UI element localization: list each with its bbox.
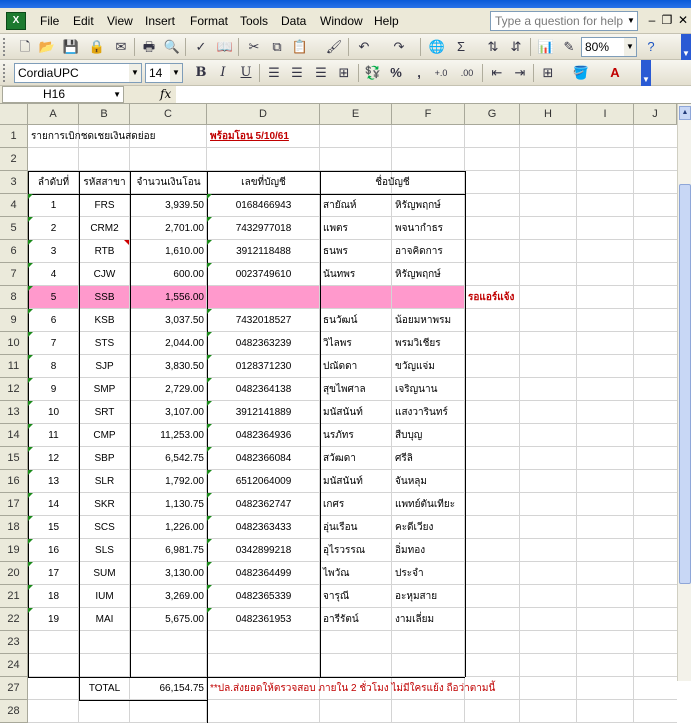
separator — [530, 38, 531, 56]
error-indicator — [207, 240, 212, 245]
cell-branch-code[interactable]: CJW — [93, 269, 116, 280]
total-label[interactable]: TOTAL — [88, 683, 121, 694]
decrease-decimal-button[interactable]: .00 — [460, 68, 474, 78]
error-indicator — [28, 516, 33, 521]
standard-toolbar — [0, 34, 691, 60]
cell-branch-code[interactable]: SLS — [95, 545, 114, 556]
cell-seq[interactable]: 6 — [50, 315, 57, 326]
row-header-20[interactable]: 20 — [0, 562, 28, 585]
header-account[interactable]: เลขที่บัญชี — [241, 177, 286, 188]
error-indicator — [28, 378, 33, 383]
cell-first-name[interactable]: นันทพร — [323, 269, 356, 280]
cell-first-name[interactable]: วิไลพร — [323, 338, 352, 349]
row-header-8[interactable]: 8 — [0, 286, 28, 309]
cell-amount[interactable]: 6,542.75 — [165, 453, 204, 464]
row-header-23[interactable]: 23 — [0, 631, 28, 654]
error-indicator — [207, 493, 212, 498]
undo-icon[interactable]: ↶ — [358, 39, 370, 54]
excel-app-icon[interactable]: X — [6, 12, 26, 30]
cell-first-name[interactable]: นรภัทร — [323, 430, 354, 441]
cell-account-number[interactable]: 0482364138 — [235, 384, 292, 395]
row-header-19[interactable]: 19 — [0, 539, 28, 562]
cell-amount[interactable]: 3,269.00 — [165, 591, 204, 602]
borders-icon[interactable]: ⊞ — [542, 65, 554, 80]
print-icon[interactable]: 🖶 — [142, 39, 156, 54]
cell-account-number[interactable]: 0342899218 — [235, 545, 292, 556]
formatting-toolbar — [0, 60, 691, 86]
comment-indicator — [124, 240, 129, 245]
zoom-value: 80% — [585, 40, 610, 54]
header-amount[interactable]: จำนวนเงินโอน — [136, 177, 201, 188]
error-indicator — [28, 194, 33, 199]
paste-icon[interactable]: 📋 — [291, 39, 309, 54]
menu-data[interactable]: Data — [281, 14, 307, 28]
cell-last-name[interactable]: พจนากำธร — [395, 223, 444, 234]
cell-amount[interactable]: 2,701.00 — [165, 223, 204, 234]
vertical-scrollbar[interactable] — [677, 104, 691, 681]
cell-account-number[interactable]: 6512064009 — [235, 476, 292, 487]
cell-first-name[interactable]: จารุณี — [323, 591, 350, 602]
spreadsheet-grid[interactable] — [0, 104, 691, 717]
cell-last-name[interactable]: คะดีเวียง — [395, 522, 434, 533]
cell-account-number[interactable]: 0482363239 — [235, 338, 292, 349]
chevron-down-icon[interactable]: ▼ — [627, 16, 635, 25]
cell-account-number[interactable]: 0023749610 — [235, 269, 292, 280]
column-header-h[interactable]: H — [520, 104, 577, 125]
error-indicator — [28, 401, 33, 406]
error-indicator — [28, 447, 33, 452]
pending-note[interactable]: รอแอร์แจ้ง — [468, 292, 515, 303]
format-painter-icon[interactable]: 🖌 — [325, 39, 343, 54]
restore-icon[interactable]: ❐ — [661, 13, 673, 27]
cell-account-number[interactable]: 7432977018 — [235, 223, 292, 234]
cell-first-name[interactable]: อุ่นเรือน — [323, 522, 358, 533]
cell-first-name[interactable]: ธนวัฒน์ — [323, 315, 358, 326]
cell-first-name[interactable]: ไพวัณ — [323, 568, 350, 579]
row-header-4[interactable]: 4 — [0, 194, 28, 217]
cell-account-number[interactable]: 0482364936 — [235, 430, 292, 441]
cell-branch-code[interactable]: SJP — [95, 361, 114, 372]
cell-seq[interactable]: 16 — [47, 545, 60, 556]
column-header-f[interactable]: F — [392, 104, 465, 125]
total-amount[interactable]: 66,154.75 — [159, 683, 204, 694]
cell-branch-code[interactable]: RTB — [94, 246, 115, 257]
cell-amount[interactable]: 2,044.00 — [165, 338, 204, 349]
cell-first-name[interactable]: มนัสนันท์ — [323, 407, 363, 418]
redo-icon[interactable]: ↷ — [393, 39, 405, 54]
row-header-3[interactable]: 3 — [0, 171, 28, 194]
cell-branch-code[interactable]: SRT — [94, 407, 115, 418]
cell-account-number[interactable] — [207, 286, 320, 309]
error-indicator — [207, 585, 212, 590]
cell-branch-code[interactable]: MAI — [95, 614, 114, 625]
chevron-down-icon[interactable]: ▼ — [113, 90, 121, 99]
help-placeholder: Type a question for help — [495, 14, 624, 28]
chevron-down-icon[interactable]: ▼ — [170, 64, 182, 82]
cell-branch-code[interactable]: FRS — [94, 200, 115, 211]
menu-tools[interactable]: Tools — [240, 14, 269, 28]
error-indicator — [207, 332, 212, 337]
cell-seq[interactable]: 11 — [48, 430, 59, 441]
header-account-name[interactable]: ชื่อบัญชี — [375, 177, 410, 188]
cell-last-name[interactable]: เจริญนาน — [395, 384, 438, 395]
error-indicator — [28, 263, 33, 268]
decrease-indent-icon[interactable]: ⇤ — [491, 65, 503, 80]
cell-branch-code[interactable]: SSB — [94, 292, 115, 303]
row-header-22[interactable]: 22 — [0, 608, 28, 631]
cell-account-number[interactable]: 3912141889 — [235, 407, 292, 418]
column-header-b[interactable]: B — [79, 104, 130, 125]
scroll-up-icon[interactable]: ▲ — [679, 106, 691, 120]
drawing-icon[interactable]: ✎ — [563, 39, 575, 54]
help-question-input[interactable] — [490, 11, 638, 31]
cell-amount[interactable]: 1,130.75 — [165, 499, 204, 510]
separator — [358, 64, 359, 82]
header-branch[interactable]: รหัสสาขา — [83, 177, 126, 188]
menu-edit[interactable]: Edit — [73, 14, 94, 28]
sort-ascending-icon[interactable]: ⇅ — [487, 39, 499, 54]
column-header-g[interactable]: G — [465, 104, 520, 125]
row-header-28[interactable]: 28 — [0, 700, 28, 723]
toolbar-grip[interactable] — [3, 64, 7, 82]
cell-branch-code[interactable]: CRM2 — [90, 223, 119, 234]
cell-amount[interactable]: 2,729.00 — [165, 384, 204, 395]
cell-last-name[interactable] — [392, 286, 465, 309]
cell-seq[interactable]: 1 — [50, 200, 57, 211]
cell-first-name[interactable]: ปณัดดา — [323, 361, 358, 372]
sort-descending-icon[interactable]: ⇵ — [510, 39, 522, 54]
hyperlink-icon[interactable]: 🌐 — [428, 39, 446, 54]
cell-first-name[interactable]: สายัณห์ — [323, 200, 357, 211]
error-indicator — [207, 516, 212, 521]
cell-last-name[interactable]: สืบบุญ — [395, 430, 423, 441]
select-all-corner[interactable] — [0, 104, 28, 125]
increase-decimal-button[interactable]: +.0 — [434, 68, 448, 78]
autosum-icon[interactable]: Σ — [456, 39, 466, 54]
cell-amount[interactable]: 1,226.00 — [165, 522, 204, 533]
cell-amount[interactable]: 5,675.00 — [165, 614, 204, 625]
row-header-9[interactable]: 9 — [0, 309, 28, 332]
gridline — [519, 125, 520, 723]
cell-amount[interactable]: 3,939.50 — [165, 200, 204, 211]
cell-last-name[interactable]: จันหลุม — [395, 476, 428, 487]
separator — [533, 64, 534, 82]
menu-file[interactable]: File — [40, 14, 60, 28]
separator — [348, 38, 349, 56]
cell-amount[interactable]: 6,981.75 — [165, 545, 204, 556]
row-header-16[interactable]: 16 — [0, 470, 28, 493]
toolbar-options-icon[interactable]: ▼ — [641, 60, 651, 86]
error-indicator — [207, 539, 212, 544]
align-right-icon[interactable]: ☰ — [315, 65, 327, 80]
font-color-icon[interactable]: A — [610, 65, 620, 80]
error-indicator — [207, 355, 212, 360]
cell-last-name[interactable]: งามเลี่ยม — [395, 614, 435, 625]
scroll-thumb[interactable] — [679, 184, 691, 584]
gridline — [28, 653, 677, 654]
chart-wizard-icon[interactable]: 📊 — [537, 39, 555, 54]
cell-first-name[interactable]: แพตร — [323, 223, 348, 234]
total-border-bottom — [79, 700, 207, 701]
cell-account-number[interactable]: 0482365339 — [235, 591, 292, 602]
cell-seq[interactable]: 15 — [47, 522, 60, 533]
fill-color-icon[interactable]: 🪣 — [572, 65, 590, 80]
toolbar-grip[interactable] — [3, 38, 7, 56]
cell-account-number[interactable]: 7432018527 — [235, 315, 292, 326]
row-header-17[interactable]: 17 — [0, 493, 28, 516]
formula-input[interactable] — [176, 86, 691, 103]
separator — [259, 64, 260, 82]
cell-amount[interactable]: 1,556.00 — [165, 292, 204, 303]
font-value: CordiaUPC — [18, 66, 79, 80]
cell-first-name[interactable]: สวัฒดา — [323, 453, 356, 464]
cell-last-name[interactable]: น้อยมหาพรม — [395, 315, 452, 326]
sheet-title[interactable]: รายการเบิกชดเชยเงินสดย่อย — [31, 131, 156, 142]
separator — [482, 64, 483, 82]
menu-bar — [0, 8, 691, 34]
cell-account-number[interactable]: 0482366084 — [235, 453, 292, 464]
cell-account-number[interactable]: 0482361953 — [235, 614, 292, 625]
row-header-27[interactable]: 27 — [0, 677, 28, 700]
underline-button[interactable]: U — [240, 65, 252, 80]
cell-first-name[interactable]: สุขไพศาล — [323, 384, 366, 395]
cell-last-name[interactable]: พรมวิเชียร — [395, 338, 441, 349]
cell-amount[interactable]: 1,610.00 — [165, 246, 204, 257]
save-icon[interactable]: 💾 — [62, 39, 80, 54]
row-header-18[interactable]: 18 — [0, 516, 28, 539]
error-indicator — [207, 608, 212, 613]
spelling-icon[interactable]: ✓ — [195, 39, 207, 54]
cell-last-name[interactable]: ประจำ — [395, 568, 424, 579]
cell-last-name[interactable]: อิ่มทอง — [395, 545, 426, 556]
error-indicator — [28, 585, 33, 590]
cell-first-name[interactable]: เกศร — [323, 499, 345, 510]
error-indicator — [28, 240, 33, 245]
cell-last-name[interactable]: หิรัญพฤกษ์ — [395, 269, 441, 280]
chevron-down-icon[interactable]: ▼ — [129, 64, 141, 82]
cell-first-name[interactable]: ธนพร — [323, 246, 348, 257]
align-left-icon[interactable]: ☰ — [268, 65, 280, 80]
cell-seq[interactable]: 5 — [50, 292, 57, 303]
permission-icon[interactable]: 🔒 — [88, 39, 106, 54]
cell-last-name[interactable]: อะหุมสาย — [395, 591, 438, 602]
row-header-2[interactable]: 2 — [0, 148, 28, 171]
formula-bar — [0, 86, 691, 104]
cell-amount[interactable]: 600.00 — [173, 269, 204, 280]
minimize-icon[interactable]: – — [648, 13, 656, 27]
cell-seq[interactable]: 9 — [50, 384, 57, 395]
cell-account-number[interactable]: 0168466943 — [235, 200, 292, 211]
cell-last-name[interactable]: หิรัญพฤกษ์ — [395, 200, 441, 211]
error-indicator — [207, 470, 212, 475]
error-indicator — [28, 217, 33, 222]
row-header-1[interactable]: 1 — [0, 125, 28, 148]
cell-seq[interactable]: 8 — [50, 361, 57, 372]
cell-last-name[interactable]: ขวัญแจ่ม — [395, 361, 435, 372]
error-indicator — [28, 470, 33, 475]
cell-account-number[interactable]: 0482362747 — [235, 499, 292, 510]
cell-branch-code[interactable]: CMP — [93, 430, 116, 441]
function-icon[interactable]: fx — [160, 87, 172, 101]
error-indicator — [207, 309, 212, 314]
error-indicator — [28, 286, 33, 291]
column-header-a[interactable]: A — [28, 104, 79, 125]
menu-help[interactable]: Help — [374, 14, 399, 28]
cell-seq[interactable]: 10 — [47, 407, 60, 418]
research-icon[interactable]: 📖 — [216, 39, 234, 54]
column-header-i[interactable]: I — [577, 104, 634, 125]
row-header-5[interactable]: 5 — [0, 217, 28, 240]
gridline — [576, 125, 577, 723]
error-indicator — [207, 194, 212, 199]
cell-first-name[interactable]: อารีรัตน์ — [323, 614, 359, 625]
cell-branch-code[interactable]: KSB — [94, 315, 115, 326]
row-header-10[interactable]: 10 — [0, 332, 28, 355]
error-indicator — [28, 332, 33, 337]
cell-amount[interactable]: 11,253.00 — [160, 430, 204, 441]
chevron-down-icon[interactable]: ▼ — [624, 38, 636, 56]
cell-branch-code[interactable]: SMP — [93, 384, 116, 395]
cell-seq[interactable]: 17 — [47, 568, 60, 579]
cell-amount[interactable]: 1,792.00 — [165, 476, 204, 487]
error-indicator — [207, 424, 212, 429]
row-header-7[interactable]: 7 — [0, 263, 28, 286]
menu-view[interactable]: View — [107, 14, 133, 28]
cell-first-name[interactable]: อุไรวรรณ — [323, 545, 366, 556]
row-header-11[interactable]: 11 — [0, 355, 28, 378]
italic-button[interactable]: I — [220, 65, 226, 80]
column-header-d[interactable]: D — [207, 104, 320, 125]
row-header-21[interactable]: 21 — [0, 585, 28, 608]
row-header-24[interactable]: 24 — [0, 654, 28, 677]
cell-last-name[interactable]: ศรีลิ — [395, 453, 413, 464]
column-header-j[interactable]: J — [634, 104, 677, 125]
email-icon[interactable]: ✉ — [115, 39, 127, 54]
font-select[interactable] — [14, 63, 142, 83]
cut-icon[interactable]: ✂ — [248, 39, 260, 54]
separator — [420, 38, 421, 56]
header-seq[interactable]: ลำดับที่ — [37, 177, 70, 188]
cell-seq[interactable]: 14 — [47, 499, 60, 510]
cell-amount[interactable]: 3,130.00 — [165, 568, 204, 579]
error-indicator — [207, 562, 212, 567]
copy-icon[interactable]: ⧉ — [272, 39, 282, 54]
zoom-select[interactable] — [581, 37, 637, 57]
row-header-12[interactable]: 12 — [0, 378, 28, 401]
cell-last-name[interactable]: แพทย์ตันเทียะ — [395, 499, 456, 510]
cell-seq[interactable]: 4 — [50, 269, 57, 280]
row-header-6[interactable]: 6 — [0, 240, 28, 263]
error-indicator — [28, 493, 33, 498]
cell-seq[interactable]: 12 — [47, 453, 60, 464]
name-box[interactable] — [2, 86, 124, 103]
cell-last-name[interactable]: อาจคิดการ — [395, 246, 443, 257]
error-indicator — [28, 355, 33, 360]
row-header-14[interactable]: 14 — [0, 424, 28, 447]
cell-amount[interactable]: 3,107.00 — [165, 407, 204, 418]
error-indicator — [28, 608, 33, 613]
toolbar-options-icon[interactable]: ▼ — [681, 34, 691, 60]
cell-branch-code[interactable]: IUM — [95, 591, 114, 602]
cell-branch-code[interactable]: SCS — [94, 522, 115, 533]
column-header-e[interactable]: E — [320, 104, 392, 125]
currency-icon[interactable]: 💱 — [364, 65, 382, 80]
cell-branch-code[interactable]: SBP — [94, 453, 115, 464]
cell-last-name[interactable]: แสงวารินทร์ — [395, 407, 448, 418]
error-indicator — [207, 217, 212, 222]
cell-seq[interactable]: 2 — [50, 223, 57, 234]
cell-branch-code[interactable]: SKR — [94, 499, 115, 510]
cell-seq[interactable]: 13 — [47, 476, 60, 487]
separator — [238, 38, 239, 56]
column-header-c[interactable]: C — [130, 104, 207, 125]
error-indicator — [207, 447, 212, 452]
cell-seq[interactable]: 18 — [47, 591, 60, 602]
error-indicator — [207, 263, 212, 268]
cell-seq[interactable]: 7 — [50, 338, 57, 349]
cell-seq[interactable]: 19 — [47, 614, 60, 625]
merge-center-icon[interactable]: ⊞ — [338, 65, 350, 80]
cell-first-name[interactable] — [320, 286, 392, 309]
cell-account-number[interactable]: 3912118488 — [236, 246, 291, 257]
menu-insert[interactable]: Insert — [145, 14, 176, 28]
row-header-15[interactable]: 15 — [0, 447, 28, 470]
menu-window[interactable]: Window — [320, 14, 363, 28]
separator — [185, 38, 186, 56]
error-indicator — [207, 378, 212, 383]
menu-format[interactable]: Format — [190, 14, 229, 28]
error-indicator — [28, 539, 33, 544]
separator — [134, 38, 135, 56]
font-size-select[interactable] — [145, 63, 183, 83]
table-border-vertical — [465, 171, 466, 677]
comma-button[interactable]: , — [417, 65, 421, 80]
title-bar — [0, 0, 691, 8]
error-indicator — [207, 401, 212, 406]
transfer-note[interactable]: พร้อมโอน 5/10/61 — [210, 131, 289, 142]
font-size-value: 14 — [149, 66, 163, 80]
cell-seq[interactable]: 3 — [50, 246, 57, 257]
increase-indent-icon[interactable]: ⇥ — [514, 65, 526, 80]
new-icon[interactable]: 🗋 — [19, 39, 31, 54]
cell-first-name[interactable]: มนัสนันท์ — [323, 476, 363, 487]
open-icon[interactable]: 📂 — [38, 39, 56, 54]
cell-amount[interactable]: 3,037.50 — [165, 315, 204, 326]
footer-note[interactable]: **ปล.ส่งยอดให้ตรวจสอบ ภายใน 2 ชั่วโมง ไม่มีใครแย้ง ถือว่าตามนี้ — [210, 683, 496, 694]
cell-branch-code[interactable]: STS — [94, 338, 115, 349]
cell-account-number[interactable]: 0128371230 — [235, 361, 292, 372]
name-box-value: H16 — [43, 87, 66, 101]
bold-button[interactable]: B — [195, 65, 207, 80]
cell-branch-code[interactable]: SUM — [93, 568, 116, 579]
help-icon[interactable]: ? — [647, 39, 655, 54]
gridline — [633, 125, 634, 723]
cell-account-number[interactable]: 0482363433 — [235, 522, 292, 533]
error-indicator — [28, 562, 33, 567]
cell-account-number[interactable]: 0482364499 — [235, 568, 292, 579]
cell-branch-code[interactable]: SLR — [94, 476, 115, 487]
error-indicator — [28, 309, 33, 314]
cell-amount[interactable]: 3,830.50 — [165, 361, 204, 372]
percent-button[interactable]: % — [390, 65, 402, 80]
close-icon[interactable]: ✕ — [677, 13, 689, 27]
row-header-13[interactable]: 13 — [0, 401, 28, 424]
error-indicator — [28, 424, 33, 429]
print-preview-icon[interactable]: 🔍 — [163, 39, 181, 54]
align-center-icon[interactable]: ☰ — [291, 65, 303, 80]
